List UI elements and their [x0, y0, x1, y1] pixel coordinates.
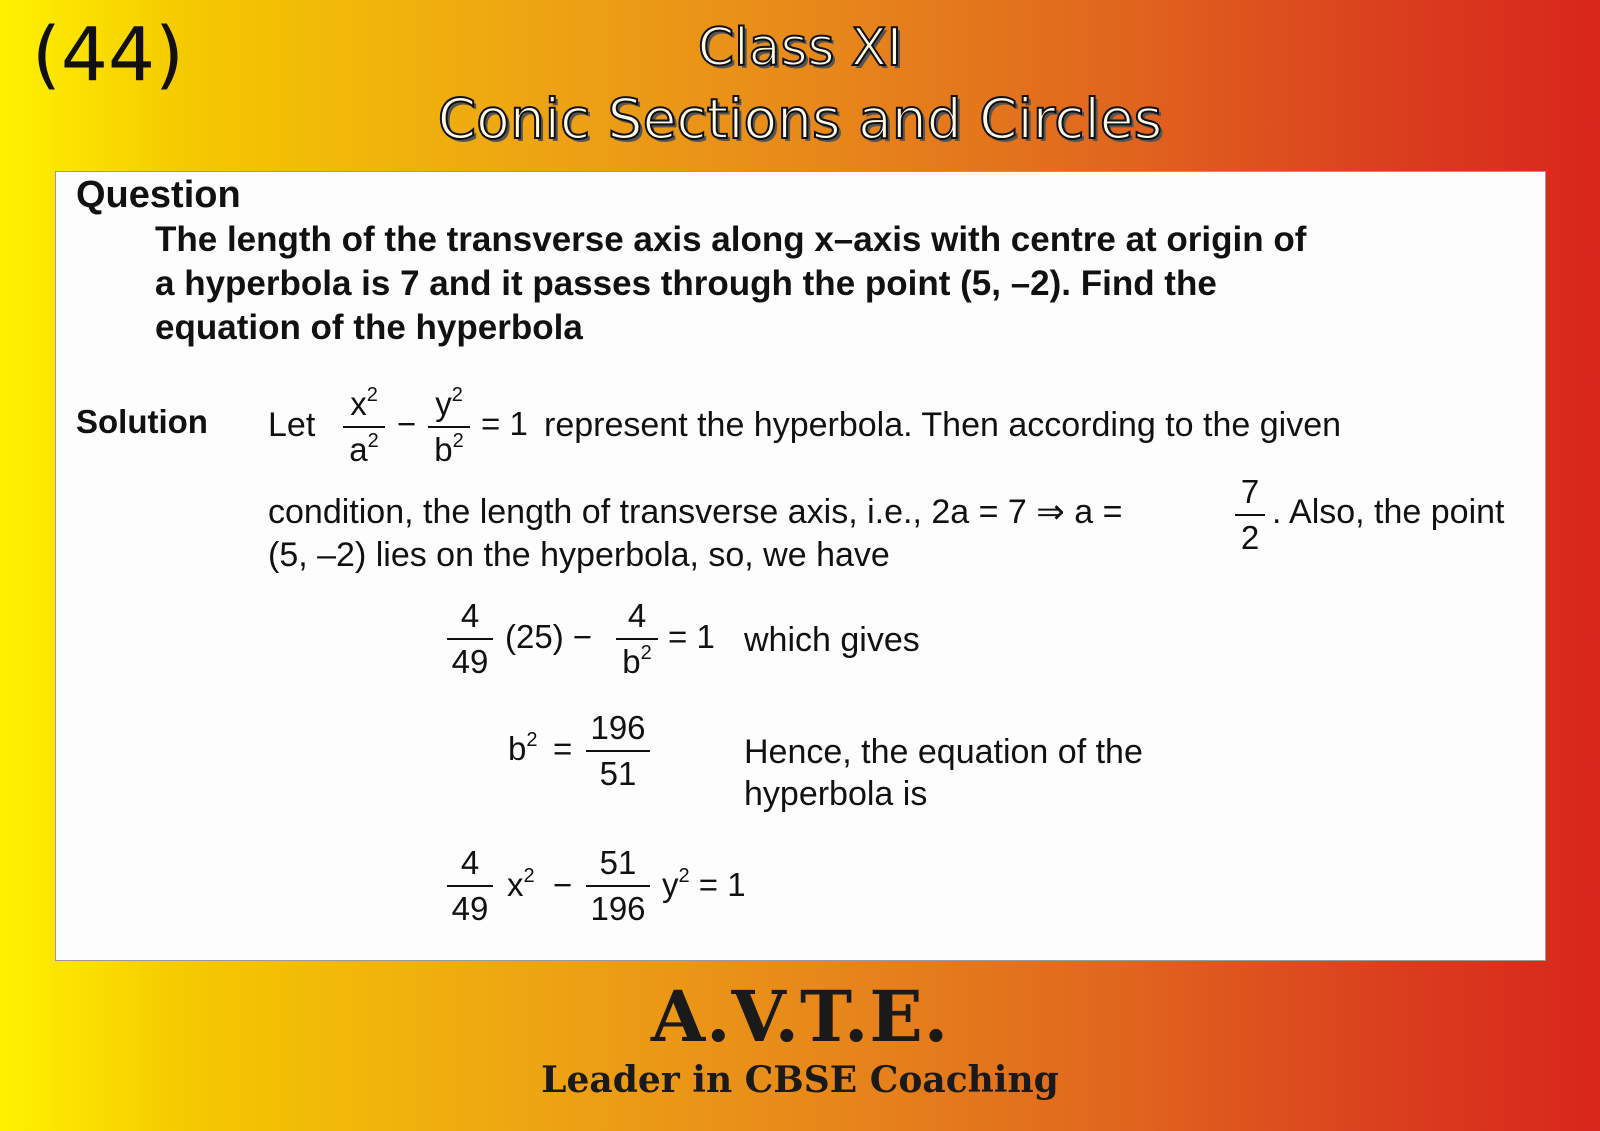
fraction-51-196: 51 196 [586, 843, 650, 929]
fraction-y2-b2: $y^2$ $b^2$ [428, 384, 470, 470]
fraction-7-2: 7 2 [1235, 472, 1265, 558]
hence-line-1: Hence, the equation of the [744, 733, 1143, 771]
solution-label: Solution [76, 403, 208, 440]
brand-tagline: Leader in CBSE Coaching [541, 1059, 1059, 1101]
question-line-1: The length of the transverse axis along x–axis with centre at origin of [155, 220, 1307, 259]
fraction-x2-a2: $x^2$ $a^2$ [343, 384, 385, 470]
question-line-3: equation of the hyperbola [155, 308, 583, 347]
y-squared-equals-one: $y^2 = 1$ [662, 865, 746, 903]
hence-line-2: hyperbola is [744, 775, 928, 813]
twenty-five-term: (25) − [505, 618, 593, 655]
let-text: Let [268, 406, 316, 444]
fraction-196-51: 196 51 [586, 708, 650, 794]
brand-name: A.V.T.E. [650, 975, 950, 1058]
question-number: (44) [32, 12, 184, 98]
minus-sign: − [397, 405, 417, 442]
x-squared: $x^2$ [507, 865, 535, 903]
class-title: Class XI [697, 18, 903, 78]
solution-line-1: represent the hyperbola. Then according to the given [544, 406, 1342, 444]
b-squared: $b^2$ [508, 729, 538, 767]
which-gives: which gives [744, 621, 920, 659]
fraction-4-49: 4 49 [447, 596, 493, 682]
equals-one: = 1 [481, 405, 528, 442]
fraction-4-49-final: 4 49 [447, 843, 493, 929]
equals-one-2: = 1 [668, 618, 715, 655]
equals-sign: = [553, 730, 573, 767]
question-label: Question [76, 174, 241, 216]
question-line-2: a hyperbola is 7 and it passes through the point (5, –2). Find the [155, 264, 1217, 303]
topic-title: Conic Sections and Circles [437, 87, 1163, 151]
minus-sign-final: − [553, 866, 573, 903]
solution-line-3: (5, –2) lies on the hyperbola, so, we have [268, 536, 890, 574]
question-text [155, 218, 1495, 350]
solution-line-2: condition, the length of transverse axis, i.e., 2a = 7 ⇒ a = [268, 493, 1123, 531]
fraction-4-b2: 4 $b^2$ [616, 596, 658, 682]
solution-line-2-end: . Also, the point [1272, 493, 1505, 531]
